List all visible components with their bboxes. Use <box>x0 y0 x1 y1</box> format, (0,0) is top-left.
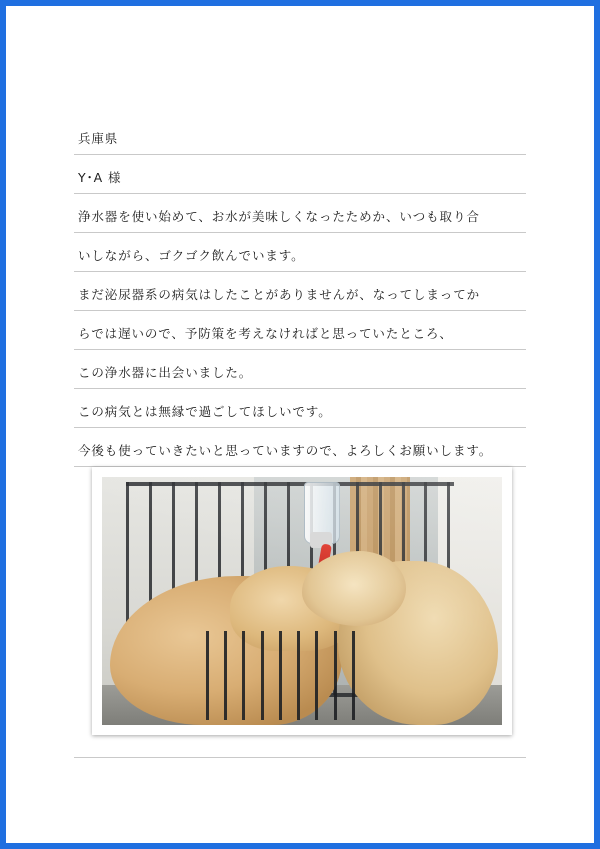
letter-line <box>74 233 526 272</box>
letter-line <box>74 116 526 155</box>
letter-line-text: Y･A 様 <box>78 170 122 185</box>
letter-line <box>74 350 526 389</box>
letter-line-text: 兵庫県 <box>78 131 119 146</box>
document-page <box>6 6 594 843</box>
letter-line-text: 浄水器を使い始めて、お水が美味しくなったためか、いつも取り合 <box>78 209 480 224</box>
letter-line-text: 今後も使っていきたいと思っていますので、よろしくお願いします。 <box>78 443 493 458</box>
dog-right-head <box>302 551 406 625</box>
letter-line-text: らでは遅いので、予防策を考えなければと思っていたところ、 <box>78 326 453 341</box>
letter-body <box>74 116 526 758</box>
letter-line <box>74 272 526 311</box>
photo-row <box>74 467 526 758</box>
photo-cage-front <box>206 631 358 720</box>
letter-line <box>74 194 526 233</box>
letter-line <box>74 389 526 428</box>
photo-frame <box>92 467 512 735</box>
letter-line <box>74 428 526 467</box>
letter-line-text: この浄水器に出会いました。 <box>78 365 253 380</box>
photo-image <box>102 477 502 725</box>
letter-line-text: まだ泌尿器系の病気はしたことがありませんが、なってしまってか <box>78 287 481 302</box>
letter-line-text: いしながら、ゴクゴク飲んでいます。 <box>78 248 305 263</box>
letter-line <box>74 155 526 194</box>
letter-line-text: この病気とは無縁で過ごしてほしいです。 <box>78 404 332 419</box>
letter-line <box>74 311 526 350</box>
